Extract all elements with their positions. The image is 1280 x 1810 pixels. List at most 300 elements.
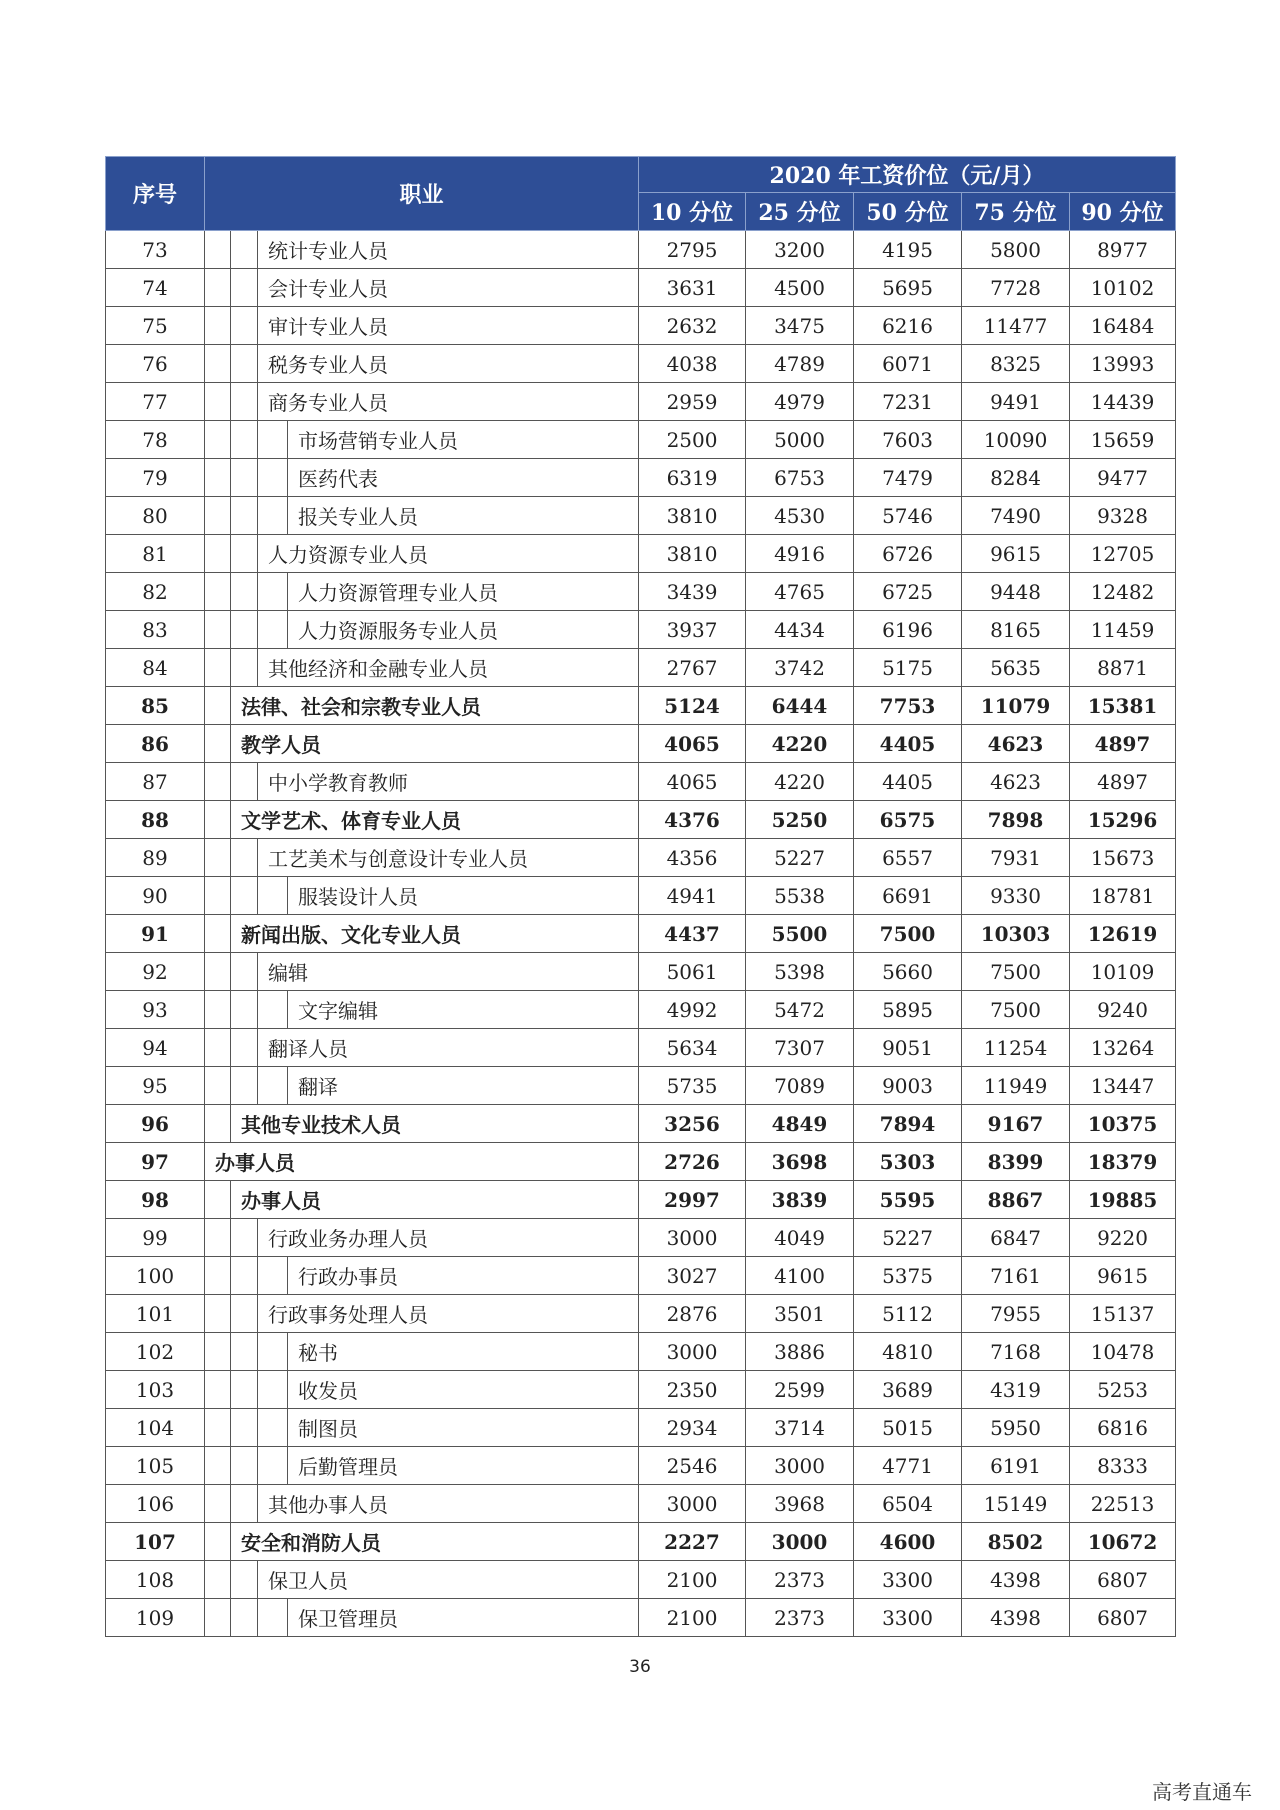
row-p25: 2599 <box>746 1371 854 1409</box>
row-seq: 76 <box>106 345 205 383</box>
table-row <box>106 1219 1176 1257</box>
row-p75: 11079 <box>962 687 1070 725</box>
row-p75: 5800 <box>962 231 1070 269</box>
row-p50: 7500 <box>854 915 962 953</box>
row-seq: 100 <box>106 1257 205 1295</box>
indent-cell <box>258 991 288 1029</box>
row-occupation: 新闻出版、文化专业人员 <box>231 915 639 953</box>
row-p90: 9615 <box>1070 1257 1176 1295</box>
row-p10: 2795 <box>639 231 746 269</box>
row-p10: 3631 <box>639 269 746 307</box>
row-occupation: 报关专业人员 <box>288 497 639 535</box>
row-p90: 10102 <box>1070 269 1176 307</box>
indent-cell <box>258 1371 288 1409</box>
indent-cell <box>231 1295 258 1333</box>
table-row <box>106 1143 1176 1181</box>
row-p75: 11949 <box>962 1067 1070 1105</box>
row-p90: 8333 <box>1070 1447 1176 1485</box>
indent-cell <box>205 573 231 611</box>
indent-cell <box>258 1333 288 1371</box>
row-p75: 7728 <box>962 269 1070 307</box>
row-p75: 7168 <box>962 1333 1070 1371</box>
row-p25: 3886 <box>746 1333 854 1371</box>
row-occupation: 教学人员 <box>231 725 639 763</box>
row-p75: 7898 <box>962 801 1070 839</box>
indent-cell <box>231 573 258 611</box>
row-p25: 4434 <box>746 611 854 649</box>
wage-table <box>105 156 1176 1637</box>
header-p25: 25 分位 <box>746 193 854 231</box>
row-p90: 15673 <box>1070 839 1176 877</box>
row-p90: 18781 <box>1070 877 1176 915</box>
table-row <box>106 1447 1176 1485</box>
row-p75: 8502 <box>962 1523 1070 1561</box>
indent-cell <box>231 1257 258 1295</box>
row-occupation: 统计专业人员 <box>258 231 639 269</box>
indent-cell <box>205 1371 231 1409</box>
row-p75: 7500 <box>962 953 1070 991</box>
row-seq: 75 <box>106 307 205 345</box>
row-p25: 3742 <box>746 649 854 687</box>
row-occupation: 保卫管理员 <box>288 1599 639 1637</box>
row-p10: 3937 <box>639 611 746 649</box>
row-occupation: 行政办事员 <box>288 1257 639 1295</box>
indent-cell <box>231 1561 258 1599</box>
row-p50: 7753 <box>854 687 962 725</box>
indent-cell <box>231 231 258 269</box>
row-occupation: 后勤管理员 <box>288 1447 639 1485</box>
row-p50: 6575 <box>854 801 962 839</box>
indent-cell <box>205 877 231 915</box>
table-row <box>106 1257 1176 1295</box>
row-p25: 7307 <box>746 1029 854 1067</box>
row-p50: 5015 <box>854 1409 962 1447</box>
table-row <box>106 231 1176 269</box>
row-p90: 10109 <box>1070 953 1176 991</box>
row-p10: 4992 <box>639 991 746 1029</box>
header-p10: 10 分位 <box>639 193 746 231</box>
table-row <box>106 991 1176 1029</box>
table-row <box>106 1333 1176 1371</box>
row-p90: 22513 <box>1070 1485 1176 1523</box>
row-p25: 5472 <box>746 991 854 1029</box>
table-row <box>106 1409 1176 1447</box>
row-occupation: 人力资源管理专业人员 <box>288 573 639 611</box>
header-p50: 50 分位 <box>854 193 962 231</box>
indent-cell <box>205 535 231 573</box>
row-occupation: 市场营销专业人员 <box>288 421 639 459</box>
row-seq: 105 <box>106 1447 205 1485</box>
row-seq: 93 <box>106 991 205 1029</box>
table-row <box>106 1295 1176 1333</box>
row-p90: 13264 <box>1070 1029 1176 1067</box>
indent-cell <box>258 1447 288 1485</box>
table-row <box>106 497 1176 535</box>
row-seq: 86 <box>106 725 205 763</box>
row-p10: 5124 <box>639 687 746 725</box>
row-p75: 10090 <box>962 421 1070 459</box>
indent-cell <box>205 1257 231 1295</box>
row-p75: 7161 <box>962 1257 1070 1295</box>
row-p25: 4765 <box>746 573 854 611</box>
row-seq: 95 <box>106 1067 205 1105</box>
row-p25: 4100 <box>746 1257 854 1295</box>
row-occupation: 文学艺术、体育专业人员 <box>231 801 639 839</box>
row-p90: 15659 <box>1070 421 1176 459</box>
table-row <box>106 1067 1176 1105</box>
row-p25: 4979 <box>746 383 854 421</box>
indent-cell <box>205 763 231 801</box>
row-p25: 5538 <box>746 877 854 915</box>
header-p90: 90 分位 <box>1070 193 1176 231</box>
row-occupation: 服装设计人员 <box>288 877 639 915</box>
table-body <box>106 231 1176 1637</box>
row-p75: 11477 <box>962 307 1070 345</box>
row-seq: 94 <box>106 1029 205 1067</box>
row-p50: 5112 <box>854 1295 962 1333</box>
table-row <box>106 611 1176 649</box>
row-p25: 4049 <box>746 1219 854 1257</box>
indent-cell <box>258 497 288 535</box>
indent-cell <box>231 383 258 421</box>
row-p25: 5500 <box>746 915 854 953</box>
row-p25: 4789 <box>746 345 854 383</box>
row-p25: 4220 <box>746 763 854 801</box>
row-p50: 5695 <box>854 269 962 307</box>
row-p50: 6557 <box>854 839 962 877</box>
row-p25: 2373 <box>746 1561 854 1599</box>
row-p10: 6319 <box>639 459 746 497</box>
row-p75: 11254 <box>962 1029 1070 1067</box>
row-p10: 4038 <box>639 345 746 383</box>
row-p25: 3968 <box>746 1485 854 1523</box>
row-seq: 98 <box>106 1181 205 1219</box>
row-occupation: 其他办事人员 <box>258 1485 639 1523</box>
indent-cell <box>231 1067 258 1105</box>
row-p25: 3000 <box>746 1523 854 1561</box>
row-p25: 6444 <box>746 687 854 725</box>
row-p75: 4398 <box>962 1561 1070 1599</box>
row-p75: 4319 <box>962 1371 1070 1409</box>
row-p50: 4405 <box>854 763 962 801</box>
indent-cell <box>205 687 231 725</box>
row-p50: 5375 <box>854 1257 962 1295</box>
indent-cell <box>231 307 258 345</box>
row-occupation: 办事人员 <box>205 1143 639 1181</box>
row-p25: 3698 <box>746 1143 854 1181</box>
indent-cell <box>231 1485 258 1523</box>
indent-cell <box>231 497 258 535</box>
row-p10: 3439 <box>639 573 746 611</box>
row-p90: 6807 <box>1070 1561 1176 1599</box>
indent-cell <box>205 801 231 839</box>
row-p50: 6504 <box>854 1485 962 1523</box>
row-p25: 7089 <box>746 1067 854 1105</box>
table-row <box>106 421 1176 459</box>
row-p10: 5735 <box>639 1067 746 1105</box>
table-row <box>106 725 1176 763</box>
row-p10: 4356 <box>639 839 746 877</box>
row-seq: 104 <box>106 1409 205 1447</box>
row-seq: 102 <box>106 1333 205 1371</box>
indent-cell <box>205 421 231 459</box>
indent-cell <box>205 269 231 307</box>
indent-cell <box>231 1409 258 1447</box>
row-p10: 2500 <box>639 421 746 459</box>
row-seq: 88 <box>106 801 205 839</box>
indent-cell <box>231 991 258 1029</box>
indent-cell <box>231 1371 258 1409</box>
indent-cell <box>205 1485 231 1523</box>
row-p25: 3714 <box>746 1409 854 1447</box>
row-p90: 10375 <box>1070 1105 1176 1143</box>
row-p90: 9240 <box>1070 991 1176 1029</box>
row-p50: 5227 <box>854 1219 962 1257</box>
row-p50: 5175 <box>854 649 962 687</box>
table-row <box>106 1181 1176 1219</box>
row-p50: 3300 <box>854 1599 962 1637</box>
indent-cell <box>205 383 231 421</box>
row-p10: 3000 <box>639 1485 746 1523</box>
row-seq: 90 <box>106 877 205 915</box>
row-p10: 2632 <box>639 307 746 345</box>
table-row <box>106 877 1176 915</box>
row-p10: 2546 <box>639 1447 746 1485</box>
row-seq: 103 <box>106 1371 205 1409</box>
indent-cell <box>205 1599 231 1637</box>
row-occupation: 编辑 <box>258 953 639 991</box>
row-p90: 15296 <box>1070 801 1176 839</box>
indent-cell <box>258 1599 288 1637</box>
row-occupation: 商务专业人员 <box>258 383 639 421</box>
row-p90: 6807 <box>1070 1599 1176 1637</box>
row-p10: 4065 <box>639 725 746 763</box>
row-p10: 2227 <box>639 1523 746 1561</box>
indent-cell <box>231 1599 258 1637</box>
row-p50: 6725 <box>854 573 962 611</box>
row-occupation: 其他经济和金融专业人员 <box>258 649 639 687</box>
indent-cell <box>231 269 258 307</box>
table-row <box>106 915 1176 953</box>
table-row <box>106 1105 1176 1143</box>
indent-cell <box>205 611 231 649</box>
row-seq: 87 <box>106 763 205 801</box>
indent-cell <box>205 1067 231 1105</box>
row-p25: 2373 <box>746 1599 854 1637</box>
indent-cell <box>258 573 288 611</box>
row-p10: 3256 <box>639 1105 746 1143</box>
row-occupation: 文字编辑 <box>288 991 639 1029</box>
row-occupation: 制图员 <box>288 1409 639 1447</box>
table-row <box>106 839 1176 877</box>
row-p50: 5660 <box>854 953 962 991</box>
indent-cell <box>231 877 258 915</box>
indent-cell <box>231 953 258 991</box>
row-occupation: 翻译 <box>288 1067 639 1105</box>
row-p50: 7231 <box>854 383 962 421</box>
row-p25: 4220 <box>746 725 854 763</box>
row-p50: 5895 <box>854 991 962 1029</box>
row-p75: 7955 <box>962 1295 1070 1333</box>
row-p50: 9051 <box>854 1029 962 1067</box>
row-p90: 13993 <box>1070 345 1176 383</box>
row-p25: 5398 <box>746 953 854 991</box>
indent-cell <box>231 535 258 573</box>
row-p10: 2726 <box>639 1143 746 1181</box>
header-occupation: 职业 <box>205 157 639 231</box>
row-p90: 12705 <box>1070 535 1176 573</box>
row-occupation: 人力资源服务专业人员 <box>288 611 639 649</box>
row-p75: 9330 <box>962 877 1070 915</box>
row-p25: 5227 <box>746 839 854 877</box>
row-seq: 81 <box>106 535 205 573</box>
indent-cell <box>258 1067 288 1105</box>
row-p75: 8165 <box>962 611 1070 649</box>
indent-cell <box>231 1333 258 1371</box>
row-p75: 15149 <box>962 1485 1070 1523</box>
row-p75: 9491 <box>962 383 1070 421</box>
row-p50: 4810 <box>854 1333 962 1371</box>
row-p10: 2997 <box>639 1181 746 1219</box>
row-occupation: 人力资源专业人员 <box>258 535 639 573</box>
row-p25: 4849 <box>746 1105 854 1143</box>
row-p75: 7931 <box>962 839 1070 877</box>
table-row <box>106 649 1176 687</box>
row-p75: 4398 <box>962 1599 1070 1637</box>
row-p50: 4195 <box>854 231 962 269</box>
table-row <box>106 535 1176 573</box>
row-seq: 101 <box>106 1295 205 1333</box>
indent-cell <box>205 915 231 953</box>
header-seq: 序号 <box>106 157 205 231</box>
row-occupation: 保卫人员 <box>258 1561 639 1599</box>
row-p25: 3000 <box>746 1447 854 1485</box>
row-p50: 5303 <box>854 1143 962 1181</box>
row-occupation: 会计专业人员 <box>258 269 639 307</box>
row-p75: 5950 <box>962 1409 1070 1447</box>
indent-cell <box>205 1295 231 1333</box>
row-p25: 5250 <box>746 801 854 839</box>
row-p10: 2876 <box>639 1295 746 1333</box>
row-occupation: 工艺美术与创意设计专业人员 <box>258 839 639 877</box>
row-seq: 108 <box>106 1561 205 1599</box>
row-p25: 3200 <box>746 231 854 269</box>
row-p50: 7603 <box>854 421 962 459</box>
indent-cell <box>231 839 258 877</box>
indent-cell <box>258 611 288 649</box>
row-p50: 7894 <box>854 1105 962 1143</box>
table-row <box>106 1599 1176 1637</box>
row-p10: 5634 <box>639 1029 746 1067</box>
indent-cell <box>231 459 258 497</box>
row-p50: 9003 <box>854 1067 962 1105</box>
row-p50: 6726 <box>854 535 962 573</box>
row-occupation: 中小学教育教师 <box>258 763 639 801</box>
row-p50: 4771 <box>854 1447 962 1485</box>
row-seq: 77 <box>106 383 205 421</box>
table-row <box>106 1371 1176 1409</box>
row-p90: 8871 <box>1070 649 1176 687</box>
row-p75: 5635 <box>962 649 1070 687</box>
row-seq: 96 <box>106 1105 205 1143</box>
row-p50: 3300 <box>854 1561 962 1599</box>
table-row <box>106 459 1176 497</box>
row-p50: 5595 <box>854 1181 962 1219</box>
row-seq: 84 <box>106 649 205 687</box>
row-p25: 6753 <box>746 459 854 497</box>
indent-cell <box>205 345 231 383</box>
row-p10: 2100 <box>639 1561 746 1599</box>
row-occupation: 税务专业人员 <box>258 345 639 383</box>
row-p25: 4500 <box>746 269 854 307</box>
row-seq: 99 <box>106 1219 205 1257</box>
row-p75: 9615 <box>962 535 1070 573</box>
row-p10: 2100 <box>639 1599 746 1637</box>
indent-cell <box>205 497 231 535</box>
indent-cell <box>205 307 231 345</box>
header-wage-group: 2020 年工资价位（元/月） <box>639 157 1176 193</box>
row-p75: 6847 <box>962 1219 1070 1257</box>
row-p90: 5253 <box>1070 1371 1176 1409</box>
row-p10: 3810 <box>639 535 746 573</box>
row-seq: 79 <box>106 459 205 497</box>
row-p10: 2959 <box>639 383 746 421</box>
indent-cell <box>258 459 288 497</box>
row-p75: 10303 <box>962 915 1070 953</box>
table-row <box>106 1523 1176 1561</box>
row-p10: 3000 <box>639 1333 746 1371</box>
table-row <box>106 1485 1176 1523</box>
indent-cell <box>205 991 231 1029</box>
row-p75: 9448 <box>962 573 1070 611</box>
row-occupation: 办事人员 <box>231 1181 639 1219</box>
row-p50: 5746 <box>854 497 962 535</box>
row-p25: 3839 <box>746 1181 854 1219</box>
row-p10: 3027 <box>639 1257 746 1295</box>
indent-cell <box>205 1561 231 1599</box>
row-p90: 4897 <box>1070 763 1176 801</box>
row-occupation: 医药代表 <box>288 459 639 497</box>
row-p50: 7479 <box>854 459 962 497</box>
row-p25: 3501 <box>746 1295 854 1333</box>
indent-cell <box>258 877 288 915</box>
row-p10: 2767 <box>639 649 746 687</box>
row-p25: 5000 <box>746 421 854 459</box>
row-seq: 83 <box>106 611 205 649</box>
indent-cell <box>231 421 258 459</box>
row-p50: 4600 <box>854 1523 962 1561</box>
row-p75: 6191 <box>962 1447 1070 1485</box>
row-p90: 9328 <box>1070 497 1176 535</box>
row-p90: 15381 <box>1070 687 1176 725</box>
row-seq: 82 <box>106 573 205 611</box>
row-p50: 4405 <box>854 725 962 763</box>
row-p90: 16484 <box>1070 307 1176 345</box>
indent-cell <box>205 1409 231 1447</box>
table-row <box>106 383 1176 421</box>
indent-cell <box>231 611 258 649</box>
indent-cell <box>205 1523 231 1561</box>
indent-cell <box>231 1447 258 1485</box>
indent-cell <box>258 1409 288 1447</box>
row-p50: 6691 <box>854 877 962 915</box>
table-row <box>106 307 1176 345</box>
indent-cell <box>231 1029 258 1067</box>
indent-cell <box>205 649 231 687</box>
row-p90: 14439 <box>1070 383 1176 421</box>
row-p90: 12619 <box>1070 915 1176 953</box>
row-p10: 4065 <box>639 763 746 801</box>
